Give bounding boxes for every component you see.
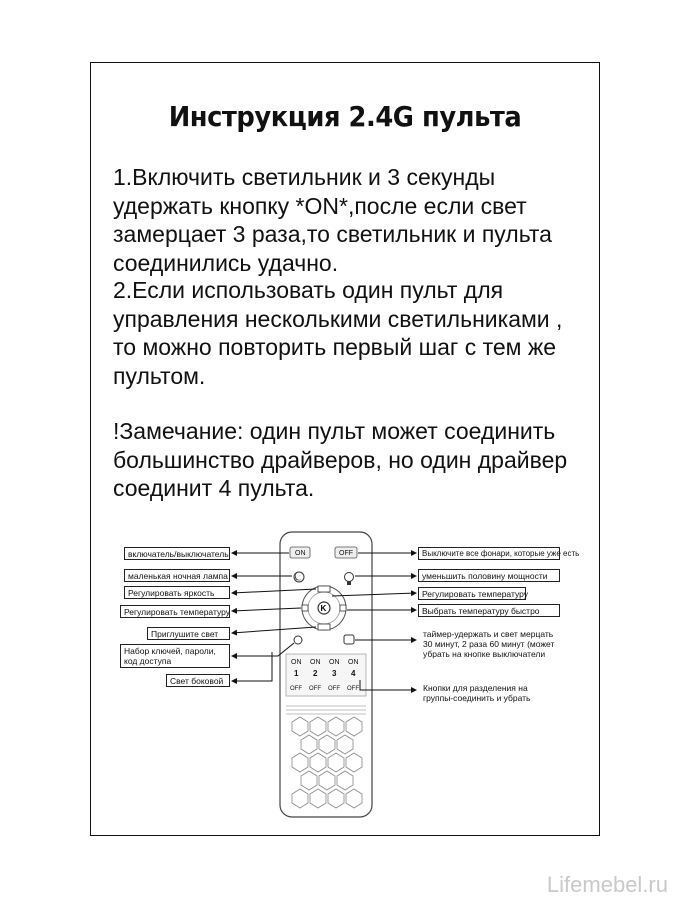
watermark: Lifemebel.ru <box>546 872 668 897</box>
group-on-1: ON <box>291 659 302 666</box>
group-number-1: 1 <box>294 669 299 678</box>
label-half-power: уменьшить половину мощности <box>418 569 560 582</box>
label-temperature-left: Регулировать температуру <box>120 605 230 618</box>
label-dim-light: Приглушите свет <box>147 627 230 640</box>
group-off-3: OFF <box>328 686 340 692</box>
label-temperature-right: Регулировать температуру <box>418 587 526 600</box>
label-night-lamp: маленькая ночная лампа <box>124 569 230 582</box>
group-off-4: OFF <box>347 686 359 692</box>
instruction-step-1: 1.Включить светильник и 3 секунды удержать кнопку *ON*,после если свет замерцает 3 раза,то светильник и пульта соединились удачно. <box>113 164 552 276</box>
group-on-3: ON <box>329 659 340 666</box>
label-timer: таймер-удержать и свет мерцать 30 минут, 2 раза 60 минут (может убрать на кнопке выключатели <box>423 629 555 659</box>
dim-bulb-icon <box>294 636 302 644</box>
group-on-2: ON <box>310 659 321 666</box>
temp-right-icon <box>340 605 346 611</box>
page-title: Инструкция 2.4G пульта <box>168 100 522 133</box>
group-off-1: OFF <box>290 686 302 692</box>
label-quick-temperature: Выбрать температуру быстро <box>418 604 560 617</box>
label-group-buttons: Кнопки для разделения на группы-соединить и убрать <box>423 683 531 703</box>
timer-icon <box>344 635 354 644</box>
label-key-codes: Набор ключей, пароли, код доступа <box>120 644 230 668</box>
instruction-step-2: 2.Если использовать один пульт для управления несколькими светильниками , то можно повторить первый шаг с тем же пультом. <box>113 277 563 389</box>
k-button-label: K <box>320 604 327 613</box>
off-button-label: OFF <box>339 550 353 557</box>
brightness-up-icon <box>318 586 330 592</box>
group-off-2: OFF <box>309 686 321 692</box>
label-side-light: Свет боковой <box>166 674 230 687</box>
group-number-3: 3 <box>332 669 337 678</box>
label-brightness: Регулировать яркость <box>124 586 230 599</box>
brightness-down-icon <box>318 624 330 630</box>
group-number-2: 2 <box>313 669 318 678</box>
on-button-label: ON <box>295 550 306 557</box>
group-on-4: ON <box>348 659 359 666</box>
half-bulb-icon <box>345 573 354 582</box>
label-all-off: Выключите все фонари, которые уже есть <box>418 547 560 560</box>
temp-left-icon <box>302 605 308 611</box>
instruction-note: !Замечание: один пульт может соединить большинство драйверов, но один драйвер соединит 4 пульта. <box>113 418 568 501</box>
label-power-toggle: включатель/выключатель <box>124 547 230 560</box>
group-number-4: 4 <box>351 669 356 678</box>
